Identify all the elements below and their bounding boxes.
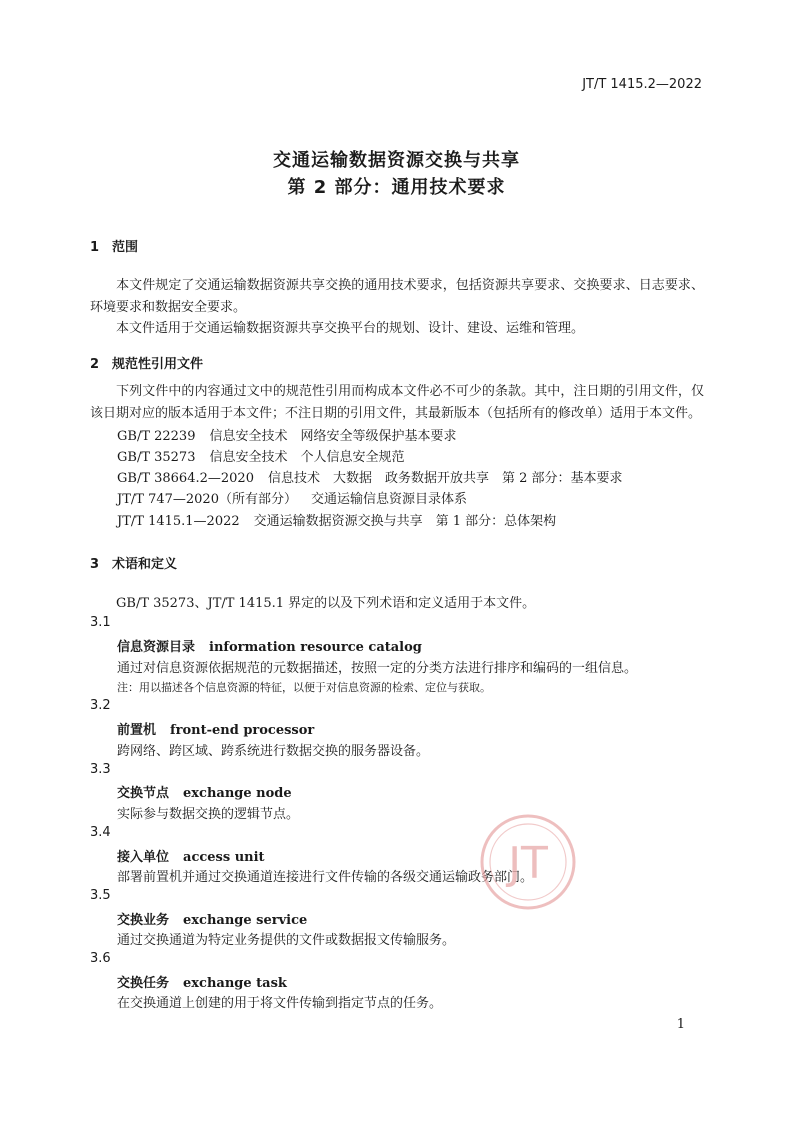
term-note: 注：用以描述各个信息资源的特征，以便于对信息资源的检索、定位与获取。 [117, 681, 491, 694]
term-english: information resource catalog [209, 640, 422, 655]
reference-code: JT/T 1415.1—2022 [117, 514, 240, 529]
reference-title: 信息技术 大数据 政务数据开放共享 第 2 部分：基本要求 [267, 471, 623, 486]
section-title: 规范性引用文件 [112, 357, 204, 372]
term-heading [117, 782, 292, 801]
reference-item [117, 510, 556, 529]
reference-item [117, 425, 457, 444]
section-number: 2 [90, 357, 100, 372]
section-2-heading [90, 353, 203, 372]
term-number: 3.1 [90, 615, 111, 630]
reference-item [117, 446, 405, 465]
section-title: 术语和定义 [112, 557, 178, 572]
term-definition: 通过交换通道为特定业务提供的文件或数据报文传输服务。 [117, 933, 456, 948]
term-number: 3.6 [90, 951, 111, 966]
term-chinese: 交换任务 [117, 976, 170, 991]
term-chinese: 接入单位 [117, 850, 170, 865]
term-definition: 通过对信息资源依据规范的元数据描述，按照一定的分类方法进行排序和编码的一组信息。 [117, 661, 638, 676]
paragraph-text: GB/T 35273、JT/T 1415.1 界定的以及下列术语和定义适用于本文件。 [116, 596, 536, 611]
term-heading [117, 846, 265, 865]
paragraph-text: 下列文件中的内容通过文中的规范性引用而构成本文件必不可少的条款。其中，注日期的引用文件，仅该日期对应的版本适用于本文件；不注日期的引用文件，其最新版本（包括所有的修改单）适用于本文件。 [90, 384, 704, 421]
term-heading [117, 972, 287, 991]
section-number: 1 [90, 240, 100, 255]
term-definition: 实际参与数据交换的逻辑节点。 [117, 807, 300, 822]
term-heading [117, 909, 307, 928]
term-number: 3.2 [90, 698, 111, 713]
reference-item [117, 467, 623, 486]
watermark-text: JT [508, 838, 548, 889]
section-number: 3 [90, 557, 100, 572]
reference-code: GB/T 22239 [117, 429, 196, 444]
reference-item [117, 488, 467, 507]
paragraph-text: 本文件适用于交通运输数据资源共享交换平台的规划、设计、建设、运维和管理。 [116, 321, 585, 336]
reference-code: JT/T 747—2020（所有部分） [117, 492, 297, 507]
term-definition: 在交换通道上创建的用于将文件传输到指定节点的任务。 [117, 996, 443, 1011]
term-chinese: 交换业务 [117, 913, 170, 928]
term-english: exchange node [183, 786, 292, 801]
term-number: 3.3 [90, 762, 111, 777]
reference-title: 交通运输数据资源交换与共享 第 1 部分：总体架构 [253, 514, 557, 529]
term-english: front-end processor [170, 723, 315, 738]
reference-title: 信息安全技术 个人信息安全规范 [209, 450, 405, 465]
term-english: access unit [183, 850, 265, 865]
document-title-line2: 第 2 部分：通用技术要求 [287, 177, 506, 198]
section-1-paragraph-2 [90, 318, 704, 340]
jt-watermark-seal [478, 812, 578, 912]
section-title: 范围 [112, 240, 139, 255]
term-heading [117, 636, 422, 655]
term-english: exchange task [183, 976, 287, 991]
section-2-intro [90, 381, 704, 425]
section-3-heading [90, 553, 177, 572]
term-definition: 跨网络、跨区域、跨系统进行数据交换的服务器设备。 [117, 744, 430, 759]
term-chinese: 交换节点 [117, 786, 170, 801]
reference-code: GB/T 35273 [117, 450, 196, 465]
term-chinese: 前置机 [117, 723, 157, 738]
reference-code: GB/T 38664.2—2020 [117, 471, 254, 486]
section-1-paragraph-1 [90, 275, 704, 319]
page-number: 1 [676, 1017, 685, 1032]
term-chinese: 信息资源目录 [117, 640, 196, 655]
term-number: 3.5 [90, 888, 111, 903]
term-heading [117, 719, 314, 738]
section-1-heading [90, 236, 138, 255]
paragraph-text: 本文件规定了交通运输数据资源共享交换的通用技术要求，包括资源共享要求、交换要求、日志要求、环境要求和数据安全要求。 [90, 278, 704, 315]
section-3-intro [90, 593, 704, 615]
document-title-line1: 交通运输数据资源交换与共享 [273, 150, 520, 171]
standard-code: JT/T 1415.2—2022 [582, 77, 702, 92]
reference-title: 交通运输信息资源目录体系 [310, 492, 467, 507]
reference-title: 信息安全技术 网络安全等级保护基本要求 [209, 429, 457, 444]
term-english: exchange service [183, 913, 308, 928]
term-definition: 部署前置机并通过交换通道连接进行文件传输的各级交通运输政务部门。 [117, 870, 534, 885]
term-number: 3.4 [90, 825, 111, 840]
